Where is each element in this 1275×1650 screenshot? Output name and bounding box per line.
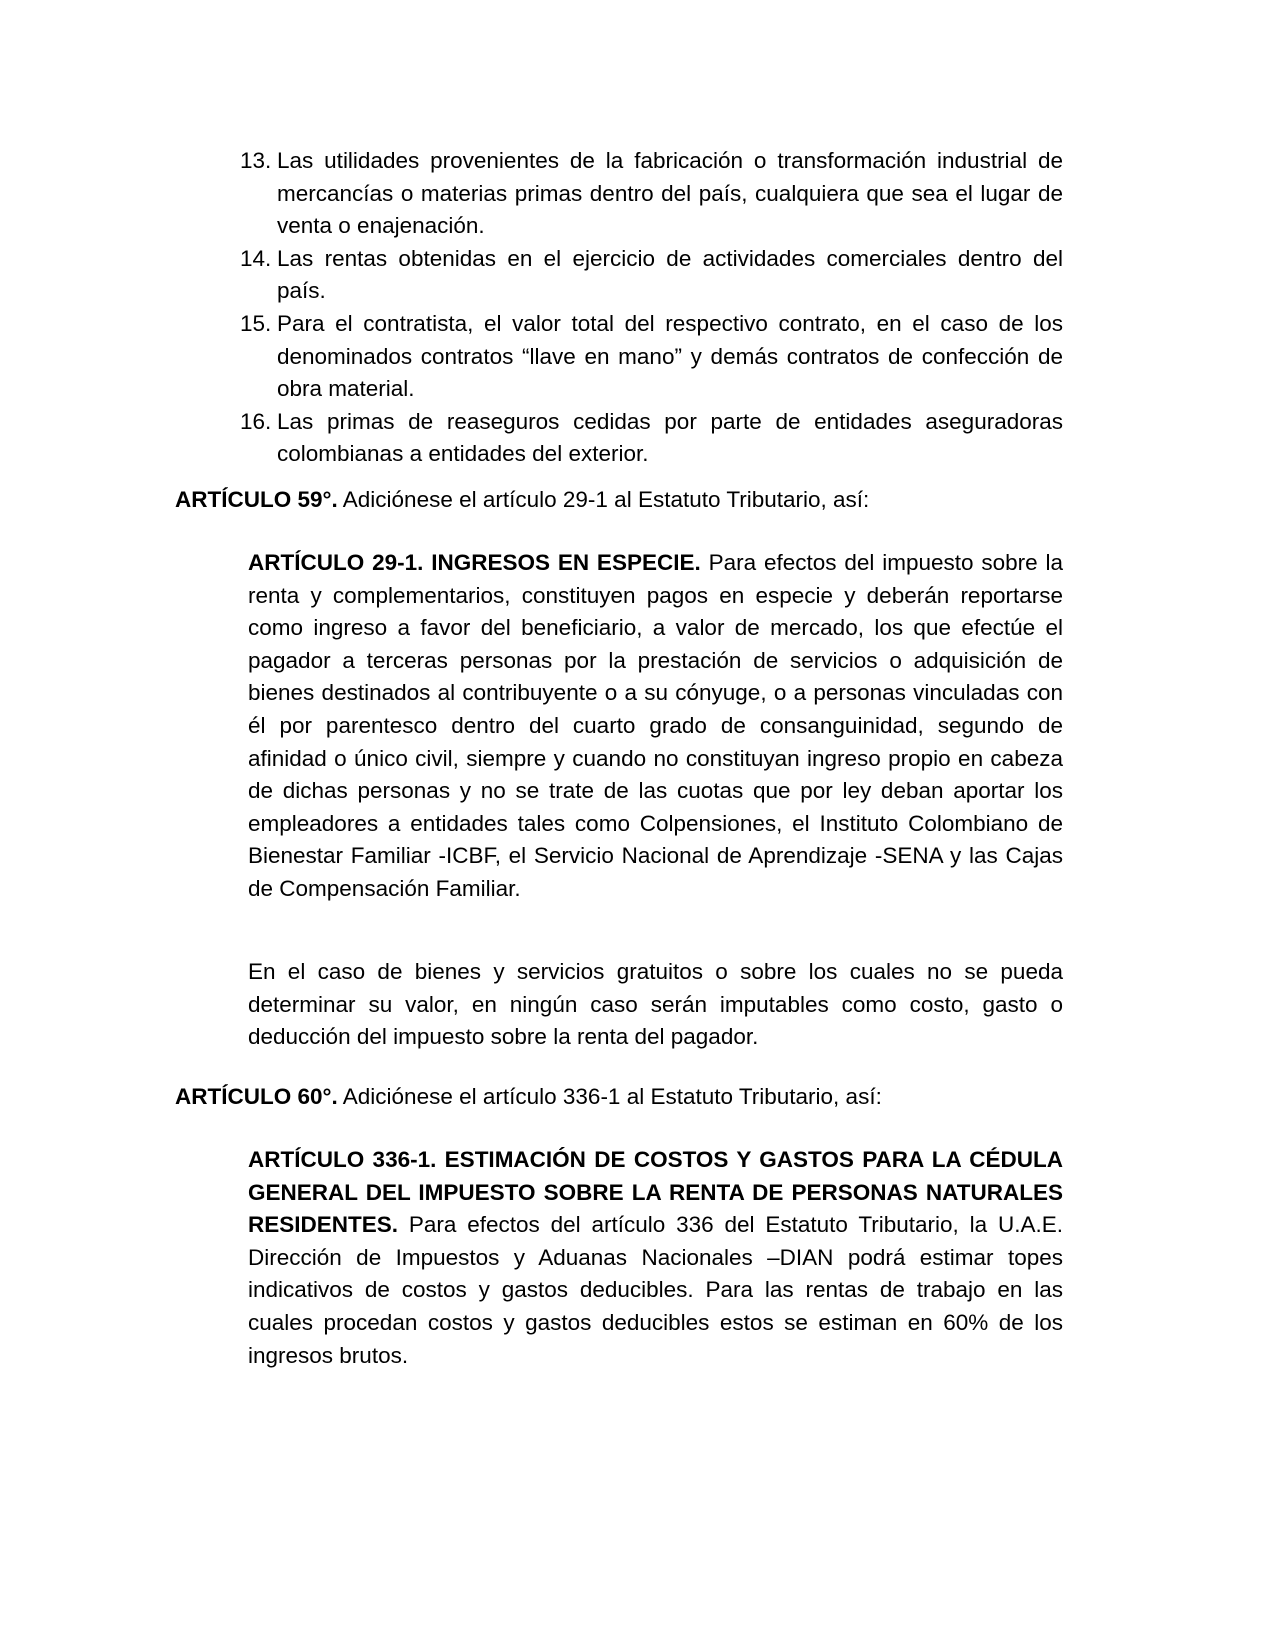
article-59-heading: ARTÍCULO 59°.	[175, 487, 338, 512]
list-item-text: Las rentas obtenidas en el ejercicio de actividades comerciales dentro del país.	[277, 245, 1063, 304]
article-59-text: Adiciónese el artículo 29-1 al Estatuto Tributario, así:	[337, 487, 870, 512]
article-336-1-paragraph	[248, 1144, 1063, 1372]
article-29-1-paragraph	[248, 547, 1063, 906]
list-item-number: 16.	[240, 408, 272, 434]
article-29-1-heading: ARTÍCULO 29-1. INGRESOS EN ESPECIE.	[248, 550, 701, 575]
list-item-number: 13.	[240, 148, 272, 173]
article-336-1-text: Para efectos del artículo 336 del Estatuto Tributario, la U.A.E. Dirección de Impuestos y Aduanas Nacionales –DIAN podrá estimar topes indicativos de costos y gastos deducibles. Para las rentas de trabajo en las cuales procedan costos y gastos deducibles estos se estiman en 60% de los ingresos brutos.	[248, 1212, 1063, 1368]
list-item-number: 14.	[240, 245, 272, 271]
article-336-1-heading: ARTÍCULO 336-1. ESTIMACIÓN DE COSTOS Y GASTOS PARA LA CÉDULA GENERAL DEL IMPUESTO SOBRE LA RENTA DE PERSONAS NATURALES RESIDENTES.	[248, 1147, 1063, 1238]
list-item	[240, 145, 1063, 243]
list-item	[240, 243, 1063, 308]
article-29-1-paragraph-2: En el caso de bienes y servicios gratuitos o sobre los cuales no se pueda determinar su valor, en ningún caso serán imputables como costo, gasto o deducción del impuesto sobre la renta del pagador.	[248, 959, 1063, 1050]
article-60-text: Adiciónese el artículo 336-1 al Estatuto Tributario, así:	[337, 1084, 882, 1109]
list-item-text: Las primas de reaseguros cedidas por parte de entidades aseguradoras colombianas a entidades del exterior.	[277, 408, 1063, 467]
list-item	[240, 406, 1063, 471]
article-60-paragraph	[175, 1081, 1065, 1114]
list-item-text: Las utilidades provenientes de la fabricación o transformación industrial de mercancías o materias primas dentro del país, cualquiera que sea el lugar de venta o enajenación.	[277, 148, 1063, 239]
list-item-text: Para el contratista, el valor total del respectivo contrato, en el caso de los denominados contratos “llave en mano” y demás contratos de confección de obra material.	[277, 310, 1063, 402]
article-29-1-text: Para efectos del impuesto sobre la renta y complementarios, constituyen pagos en especie y deberán reportarse como ingreso a favor del beneficiario, a valor de mercado, los que efectúe el pagador a terceras personas por la prestación de servicios o adquisición de bienes destinados al contribuyente o a su cónyuge, o a personas vinculadas con él por parentesco dentro del cuarto grado de consanguinidad, segundo de afinidad o único civil, siempre y cuando no constituyan ingreso propio en cabeza de dichas personas y no se trate de las cuotas que por ley deban aportar los empleadores a entidades tales como Colpensiones, el Instituto Colombiano de Bienestar Familiar -ICBF, el Servicio Nacional de Aprendizaje -SENA y las Cajas de Compensación Familiar.	[248, 550, 1064, 901]
article-60-heading: ARTÍCULO 60°.	[175, 1084, 338, 1109]
article-29-1-second-paragraph	[248, 956, 1063, 1054]
list-item	[240, 308, 1063, 406]
numbered-list	[240, 145, 1063, 471]
article-59-paragraph	[175, 484, 1065, 517]
list-item-number: 15.	[240, 310, 272, 336]
